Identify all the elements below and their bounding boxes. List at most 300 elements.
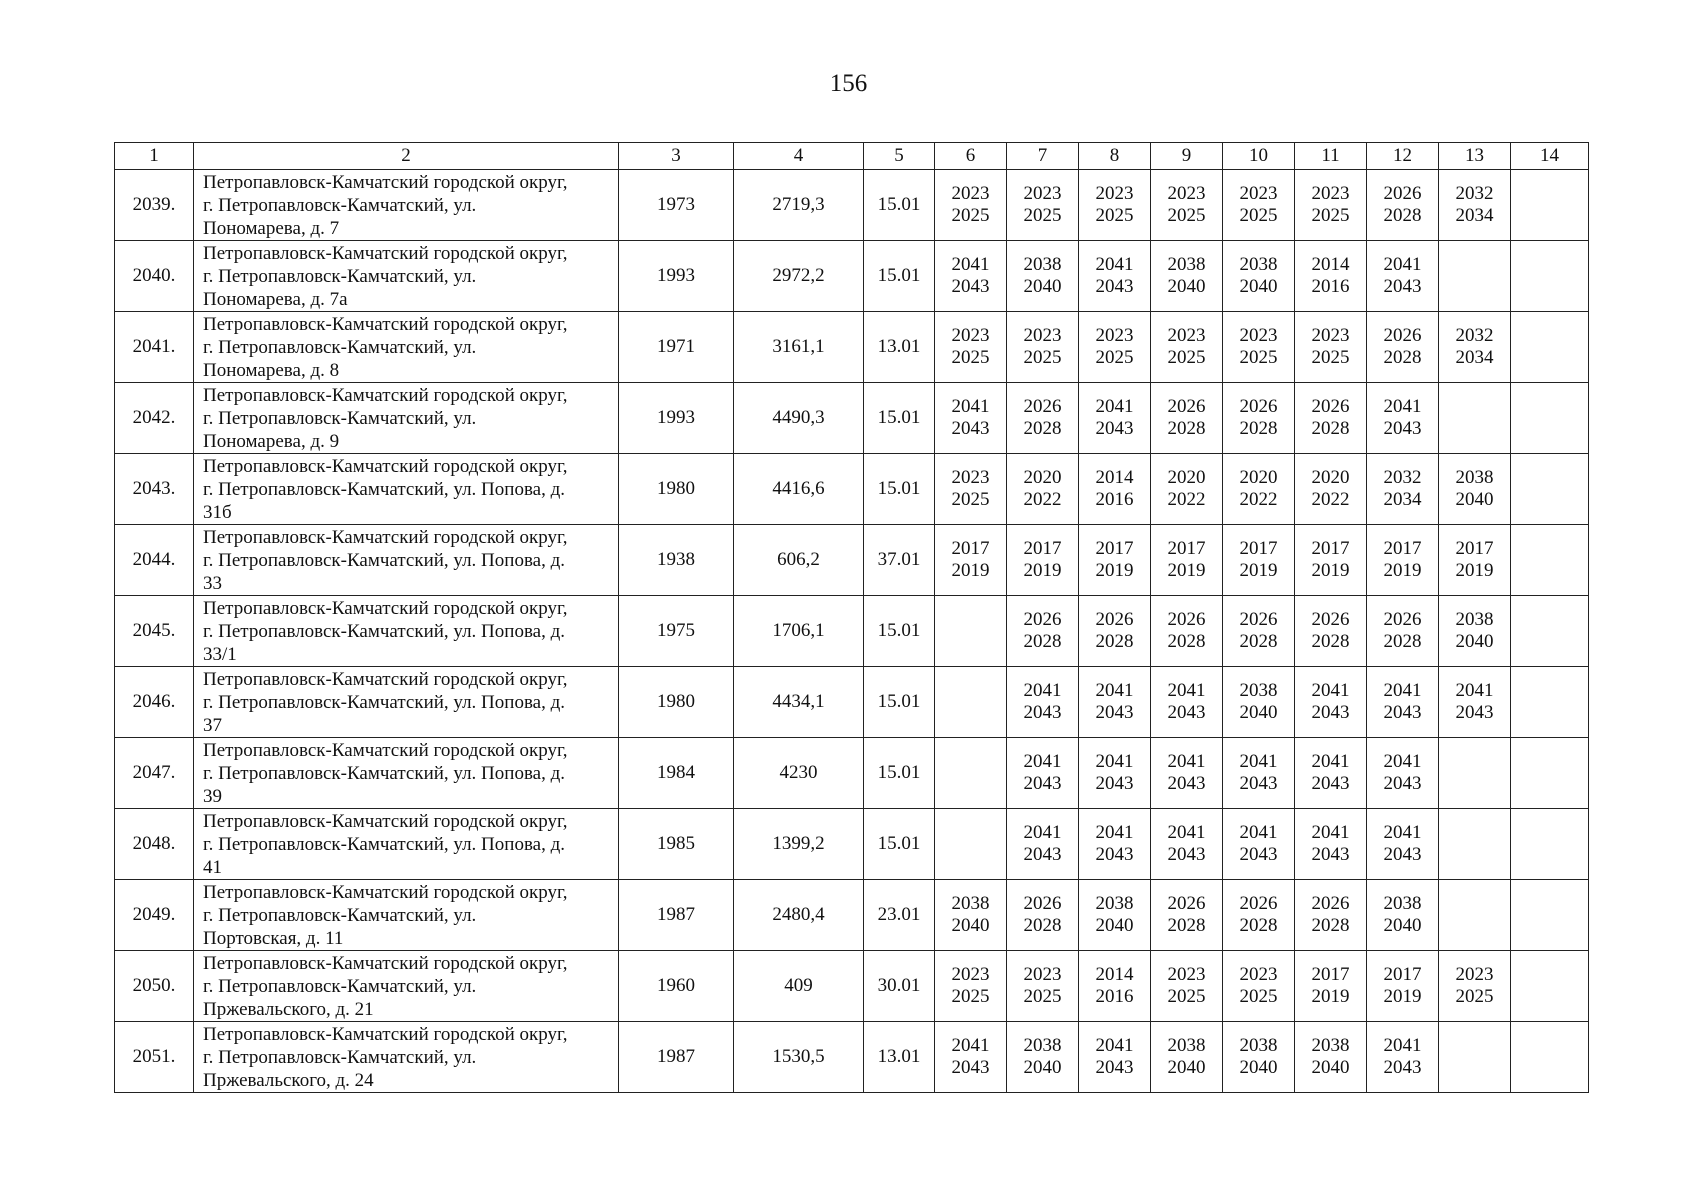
period-end-year: 2043 — [1023, 773, 1062, 794]
period-start-year: 2041 — [1023, 680, 1062, 701]
period-start-year: 2026 — [1023, 396, 1062, 417]
address-line: Портовская, д. 11 — [203, 927, 344, 949]
address-line: 39 — [203, 785, 222, 807]
period-cell-col-12 — [1367, 454, 1439, 525]
period-start-year: 2017 — [1311, 538, 1350, 559]
period-end-year: 2043 — [951, 1057, 990, 1078]
period-start-year: 2017 — [1167, 538, 1206, 559]
period-cell-col-6 — [935, 596, 1007, 667]
period-start-year: 2038 — [1239, 1035, 1278, 1056]
column-header-7: 7 — [1007, 143, 1079, 170]
build-year-cell: 1973 — [619, 170, 734, 241]
table-row — [115, 312, 1589, 383]
period-cell-col-13 — [1439, 525, 1511, 596]
period-start-year: 2041 — [1239, 822, 1278, 843]
period-cell-col-10 — [1223, 525, 1295, 596]
table-row — [115, 596, 1589, 667]
address-line: г. Петропавловск-Камчатский, ул. Попова, д. — [203, 691, 566, 713]
period-start-year: 2041 — [1167, 680, 1206, 701]
table-row — [115, 667, 1589, 738]
period-end-year: 2043 — [1095, 702, 1134, 723]
period-cell-col-11 — [1295, 880, 1367, 951]
table-row — [115, 454, 1589, 525]
period-start-year: 2023 — [1023, 964, 1062, 985]
period-end-year: 2028 — [1095, 631, 1134, 652]
period-cell-col-6 — [935, 454, 1007, 525]
period-cell-col-7 — [1007, 170, 1079, 241]
period-start-year: 2014 — [1095, 964, 1134, 985]
header-row — [115, 143, 1589, 170]
period-cell-col-7 — [1007, 951, 1079, 1022]
period-end-year: 2043 — [1311, 702, 1350, 723]
address-line: Петропавловск-Камчатский городской округ, — [203, 313, 568, 335]
period-start-year: 2023 — [1095, 183, 1134, 204]
period-end-year: 2028 — [1167, 631, 1206, 652]
period-end-year: 2022 — [1311, 489, 1350, 510]
period-end-year: 2040 — [1023, 276, 1062, 297]
period-end-year: 2025 — [1023, 205, 1062, 226]
period-end-year: 2043 — [1167, 702, 1206, 723]
code-cell: 15.01 — [864, 383, 935, 454]
period-cell-col-12 — [1367, 383, 1439, 454]
address-cell — [194, 951, 619, 1022]
area-cell: 606,2 — [734, 525, 864, 596]
period-end-year: 2040 — [1383, 915, 1422, 936]
column-header-13: 13 — [1439, 143, 1511, 170]
table-body — [115, 170, 1589, 1093]
period-end-year: 2043 — [1095, 844, 1134, 865]
period-end-year: 2016 — [1311, 276, 1350, 297]
period-start-year: 2026 — [1023, 609, 1062, 630]
build-year-cell: 1993 — [619, 241, 734, 312]
period-end-year: 2019 — [1311, 560, 1350, 581]
period-end-year: 2028 — [1239, 418, 1278, 439]
period-cell-col-7 — [1007, 312, 1079, 383]
period-cell-col-14 — [1511, 383, 1589, 454]
period-end-year: 2040 — [1455, 489, 1494, 510]
period-cell-col-7 — [1007, 241, 1079, 312]
period-cell-col-12 — [1367, 525, 1439, 596]
period-cell-col-12 — [1367, 667, 1439, 738]
period-cell-col-8 — [1079, 1022, 1151, 1093]
period-cell-col-14 — [1511, 596, 1589, 667]
period-cell-col-6 — [935, 170, 1007, 241]
address-line: 33/1 — [203, 643, 237, 665]
period-end-year: 2043 — [1311, 773, 1350, 794]
column-header-1: 1 — [115, 143, 194, 170]
address-cell — [194, 809, 619, 880]
period-end-year: 2028 — [1167, 915, 1206, 936]
period-end-year: 2028 — [1311, 915, 1350, 936]
period-start-year: 2026 — [1239, 609, 1278, 630]
address-line: Петропавловск-Камчатский городской округ, — [203, 597, 568, 619]
address-line: Петропавловск-Камчатский городской округ, — [203, 384, 568, 406]
period-cell-col-13 — [1439, 809, 1511, 880]
column-header-5: 5 — [864, 143, 935, 170]
period-end-year: 2040 — [1239, 276, 1278, 297]
period-end-year: 2043 — [1167, 844, 1206, 865]
period-cell-col-14 — [1511, 951, 1589, 1022]
period-start-year: 2038 — [1311, 1035, 1350, 1056]
period-start-year: 2026 — [1023, 893, 1062, 914]
period-start-year: 2038 — [1095, 893, 1134, 914]
code-cell: 15.01 — [864, 596, 935, 667]
period-cell-col-14 — [1511, 170, 1589, 241]
period-start-year: 2038 — [1167, 1035, 1206, 1056]
period-cell-col-10 — [1223, 170, 1295, 241]
code-cell: 15.01 — [864, 241, 935, 312]
period-cell-col-10 — [1223, 312, 1295, 383]
row-number-cell: 2042. — [115, 383, 194, 454]
period-start-year: 2038 — [1239, 254, 1278, 275]
period-cell-col-9 — [1151, 454, 1223, 525]
period-cell-col-8 — [1079, 667, 1151, 738]
period-start-year: 2041 — [951, 1035, 990, 1056]
period-cell-col-11 — [1295, 383, 1367, 454]
row-number-cell: 2048. — [115, 809, 194, 880]
table-row — [115, 880, 1589, 951]
period-end-year: 2028 — [1023, 915, 1062, 936]
column-header-6: 6 — [935, 143, 1007, 170]
period-cell-col-6 — [935, 880, 1007, 951]
period-end-year: 2019 — [1383, 560, 1422, 581]
period-end-year: 2034 — [1383, 489, 1422, 510]
period-cell-col-8 — [1079, 241, 1151, 312]
row-number-cell: 2040. — [115, 241, 194, 312]
period-cell-col-10 — [1223, 951, 1295, 1022]
table-row — [115, 525, 1589, 596]
period-start-year: 2041 — [1383, 1035, 1422, 1056]
period-cell-col-12 — [1367, 241, 1439, 312]
period-start-year: 2032 — [1455, 183, 1494, 204]
period-cell-col-11 — [1295, 454, 1367, 525]
period-cell-col-13 — [1439, 170, 1511, 241]
period-cell-col-13 — [1439, 312, 1511, 383]
period-cell-col-10 — [1223, 880, 1295, 951]
period-cell-col-7 — [1007, 809, 1079, 880]
area-cell: 4230 — [734, 738, 864, 809]
period-end-year: 2025 — [1023, 347, 1062, 368]
address-line: г. Петропавловск-Камчатский, ул. Попова, д. — [203, 620, 566, 642]
address-line: г. Петропавловск-Камчатский, ул. — [203, 1046, 477, 1068]
period-cell-col-8 — [1079, 383, 1151, 454]
address-line: г. Петропавловск-Камчатский, ул. Попова, д. — [203, 762, 566, 784]
build-year-cell: 1985 — [619, 809, 734, 880]
period-cell-col-7 — [1007, 596, 1079, 667]
row-number-cell: 2047. — [115, 738, 194, 809]
period-cell-col-12 — [1367, 1022, 1439, 1093]
address-line: Пономарева, д. 8 — [203, 359, 340, 381]
table-row — [115, 1022, 1589, 1093]
period-cell-col-9 — [1151, 738, 1223, 809]
period-end-year: 2025 — [951, 986, 990, 1007]
period-cell-col-13 — [1439, 383, 1511, 454]
code-cell: 30.01 — [864, 951, 935, 1022]
address-line: г. Петропавловск-Камчатский, ул. — [203, 336, 477, 358]
period-start-year: 2041 — [1167, 822, 1206, 843]
table-row — [115, 738, 1589, 809]
period-cell-col-8 — [1079, 525, 1151, 596]
period-cell-col-11 — [1295, 596, 1367, 667]
address-line: Петропавловск-Камчатский городской округ, — [203, 668, 568, 690]
code-cell: 15.01 — [864, 170, 935, 241]
page-number: 156 — [829, 70, 868, 97]
period-start-year: 2038 — [951, 893, 990, 914]
period-start-year: 2041 — [1023, 822, 1062, 843]
table-row — [115, 383, 1589, 454]
period-end-year: 2043 — [1095, 418, 1134, 439]
build-year-cell: 1960 — [619, 951, 734, 1022]
period-start-year: 2038 — [1239, 680, 1278, 701]
period-end-year: 2019 — [1167, 560, 1206, 581]
period-cell-col-11 — [1295, 170, 1367, 241]
period-start-year: 2041 — [951, 254, 990, 275]
area-cell: 3161,1 — [734, 312, 864, 383]
period-cell-col-9 — [1151, 951, 1223, 1022]
address-line: Петропавловск-Камчатский городской округ, — [203, 242, 568, 264]
period-end-year: 2025 — [1455, 986, 1494, 1007]
period-end-year: 2040 — [1239, 702, 1278, 723]
area-cell: 1399,2 — [734, 809, 864, 880]
period-cell-col-9 — [1151, 525, 1223, 596]
period-end-year: 2025 — [1167, 347, 1206, 368]
period-cell-col-14 — [1511, 809, 1589, 880]
period-end-year: 2040 — [1167, 1057, 1206, 1078]
period-end-year: 2025 — [1023, 986, 1062, 1007]
period-start-year: 2023 — [951, 467, 990, 488]
period-cell-col-10 — [1223, 667, 1295, 738]
period-end-year: 2016 — [1095, 986, 1134, 1007]
period-end-year: 2040 — [1239, 1057, 1278, 1078]
column-header-9: 9 — [1151, 143, 1223, 170]
period-cell-col-12 — [1367, 951, 1439, 1022]
period-cell-col-13 — [1439, 1022, 1511, 1093]
build-year-cell: 1987 — [619, 1022, 734, 1093]
address-line: Петропавловск-Камчатский городской округ, — [203, 1023, 568, 1045]
column-header-8: 8 — [1079, 143, 1151, 170]
period-start-year: 2026 — [1383, 609, 1422, 630]
period-end-year: 2040 — [1023, 1057, 1062, 1078]
period-start-year: 2023 — [1311, 183, 1350, 204]
period-cell-col-6 — [935, 525, 1007, 596]
period-cell-col-11 — [1295, 1022, 1367, 1093]
period-cell-col-7 — [1007, 667, 1079, 738]
period-cell-col-8 — [1079, 951, 1151, 1022]
period-cell-col-13 — [1439, 596, 1511, 667]
period-cell-col-7 — [1007, 1022, 1079, 1093]
period-start-year: 2041 — [1311, 822, 1350, 843]
period-start-year: 2017 — [1383, 538, 1422, 559]
period-start-year: 2023 — [1095, 325, 1134, 346]
period-end-year: 2043 — [1239, 773, 1278, 794]
period-cell-col-13 — [1439, 951, 1511, 1022]
period-cell-col-6 — [935, 667, 1007, 738]
period-cell-col-11 — [1295, 667, 1367, 738]
period-start-year: 2020 — [1023, 467, 1062, 488]
period-cell-col-6 — [935, 383, 1007, 454]
period-start-year: 2017 — [1023, 538, 1062, 559]
period-start-year: 2038 — [1023, 254, 1062, 275]
period-start-year: 2041 — [1239, 751, 1278, 772]
address-cell — [194, 312, 619, 383]
period-end-year: 2025 — [951, 489, 990, 510]
period-cell-col-13 — [1439, 454, 1511, 525]
row-number-cell: 2043. — [115, 454, 194, 525]
period-cell-col-8 — [1079, 170, 1151, 241]
address-cell — [194, 383, 619, 454]
period-end-year: 2025 — [1239, 205, 1278, 226]
period-end-year: 2043 — [1383, 276, 1422, 297]
period-cell-col-14 — [1511, 525, 1589, 596]
period-cell-col-6 — [935, 809, 1007, 880]
period-start-year: 2017 — [951, 538, 990, 559]
build-year-cell: 1993 — [619, 383, 734, 454]
period-end-year: 2043 — [1095, 773, 1134, 794]
period-start-year: 2026 — [1383, 183, 1422, 204]
period-cell-col-9 — [1151, 241, 1223, 312]
period-cell-col-9 — [1151, 880, 1223, 951]
period-start-year: 2038 — [1455, 467, 1494, 488]
period-end-year: 2028 — [1383, 631, 1422, 652]
period-start-year: 2038 — [1023, 1035, 1062, 1056]
address-line: г. Петропавловск-Камчатский, ул. — [203, 904, 477, 926]
period-cell-col-6 — [935, 1022, 1007, 1093]
period-cell-col-13 — [1439, 738, 1511, 809]
period-cell-col-11 — [1295, 738, 1367, 809]
period-cell-col-12 — [1367, 809, 1439, 880]
area-cell: 409 — [734, 951, 864, 1022]
code-cell: 13.01 — [864, 312, 935, 383]
column-header-14: 14 — [1511, 143, 1589, 170]
period-start-year: 2023 — [1023, 325, 1062, 346]
address-line: г. Петропавловск-Камчатский, ул. — [203, 975, 477, 997]
period-end-year: 2028 — [1239, 631, 1278, 652]
period-cell-col-11 — [1295, 951, 1367, 1022]
period-start-year: 2017 — [1095, 538, 1134, 559]
period-end-year: 2025 — [1311, 347, 1350, 368]
address-cell — [194, 525, 619, 596]
period-start-year: 2014 — [1311, 254, 1350, 275]
period-end-year: 2028 — [1023, 418, 1062, 439]
address-line: Петропавловск-Камчатский городской округ, — [203, 171, 568, 193]
period-start-year: 2017 — [1383, 964, 1422, 985]
period-start-year: 2026 — [1311, 893, 1350, 914]
period-cell-col-10 — [1223, 596, 1295, 667]
row-number-cell: 2050. — [115, 951, 194, 1022]
period-end-year: 2043 — [1095, 276, 1134, 297]
period-start-year: 2023 — [951, 964, 990, 985]
period-end-year: 2028 — [1239, 915, 1278, 936]
period-end-year: 2028 — [1311, 631, 1350, 652]
period-end-year: 2043 — [1383, 418, 1422, 439]
period-end-year: 2025 — [951, 347, 990, 368]
row-number-cell: 2039. — [115, 170, 194, 241]
period-start-year: 2026 — [1311, 396, 1350, 417]
period-start-year: 2032 — [1455, 325, 1494, 346]
period-end-year: 2043 — [1383, 773, 1422, 794]
period-cell-col-8 — [1079, 454, 1151, 525]
period-cell-col-10 — [1223, 738, 1295, 809]
period-end-year: 2028 — [1167, 418, 1206, 439]
column-header-10: 10 — [1223, 143, 1295, 170]
period-start-year: 2023 — [1455, 964, 1494, 985]
period-start-year: 2038 — [1455, 609, 1494, 630]
build-year-cell: 1984 — [619, 738, 734, 809]
period-end-year: 2019 — [1023, 560, 1062, 581]
period-end-year: 2025 — [1311, 205, 1350, 226]
period-start-year: 2041 — [1455, 680, 1494, 701]
period-cell-col-7 — [1007, 454, 1079, 525]
period-start-year: 2041 — [1383, 396, 1422, 417]
period-start-year: 2026 — [1167, 609, 1206, 630]
period-start-year: 2026 — [1095, 609, 1134, 630]
period-end-year: 2043 — [1383, 702, 1422, 723]
period-end-year: 2022 — [1023, 489, 1062, 510]
period-cell-col-12 — [1367, 170, 1439, 241]
code-cell: 15.01 — [864, 809, 935, 880]
period-end-year: 2019 — [951, 560, 990, 581]
period-cell-col-7 — [1007, 880, 1079, 951]
period-end-year: 2034 — [1455, 205, 1494, 226]
address-line: 31б — [203, 501, 232, 523]
area-cell: 4416,6 — [734, 454, 864, 525]
code-cell: 37.01 — [864, 525, 935, 596]
period-cell-col-10 — [1223, 454, 1295, 525]
period-end-year: 2025 — [951, 205, 990, 226]
area-cell: 2972,2 — [734, 241, 864, 312]
period-cell-col-9 — [1151, 667, 1223, 738]
period-start-year: 2041 — [1023, 751, 1062, 772]
period-cell-col-10 — [1223, 1022, 1295, 1093]
period-start-year: 2020 — [1311, 467, 1350, 488]
area-cell: 4490,3 — [734, 383, 864, 454]
address-line: 41 — [203, 856, 222, 878]
period-start-year: 2023 — [1239, 325, 1278, 346]
period-start-year: 2041 — [951, 396, 990, 417]
period-end-year: 2025 — [1167, 986, 1206, 1007]
row-number-cell: 2041. — [115, 312, 194, 383]
period-cell-col-8 — [1079, 880, 1151, 951]
table-row — [115, 809, 1589, 880]
period-start-year: 2026 — [1239, 893, 1278, 914]
period-cell-col-8 — [1079, 312, 1151, 383]
address-line: Петропавловск-Камчатский городской округ, — [203, 952, 568, 974]
period-start-year: 2041 — [1095, 396, 1134, 417]
area-cell: 1530,5 — [734, 1022, 864, 1093]
address-line: Пономарева, д. 9 — [203, 430, 340, 452]
period-end-year: 2028 — [1383, 205, 1422, 226]
period-end-year: 2022 — [1239, 489, 1278, 510]
period-end-year: 2019 — [1239, 560, 1278, 581]
period-end-year: 2028 — [1383, 347, 1422, 368]
address-cell — [194, 170, 619, 241]
period-cell-col-12 — [1367, 596, 1439, 667]
period-start-year: 2020 — [1239, 467, 1278, 488]
period-cell-col-10 — [1223, 383, 1295, 454]
period-cell-col-14 — [1511, 312, 1589, 383]
period-cell-col-12 — [1367, 880, 1439, 951]
address-line: Петропавловск-Камчатский городской округ, — [203, 526, 568, 548]
area-cell: 1706,1 — [734, 596, 864, 667]
address-line: Пономарева, д. 7а — [203, 288, 348, 310]
period-start-year: 2041 — [1383, 254, 1422, 275]
period-end-year: 2016 — [1095, 489, 1134, 510]
period-cell-col-14 — [1511, 738, 1589, 809]
period-end-year: 2025 — [1239, 986, 1278, 1007]
period-start-year: 2014 — [1095, 467, 1134, 488]
address-line: Пономарева, д. 7 — [203, 217, 340, 239]
period-end-year: 2040 — [1311, 1057, 1350, 1078]
